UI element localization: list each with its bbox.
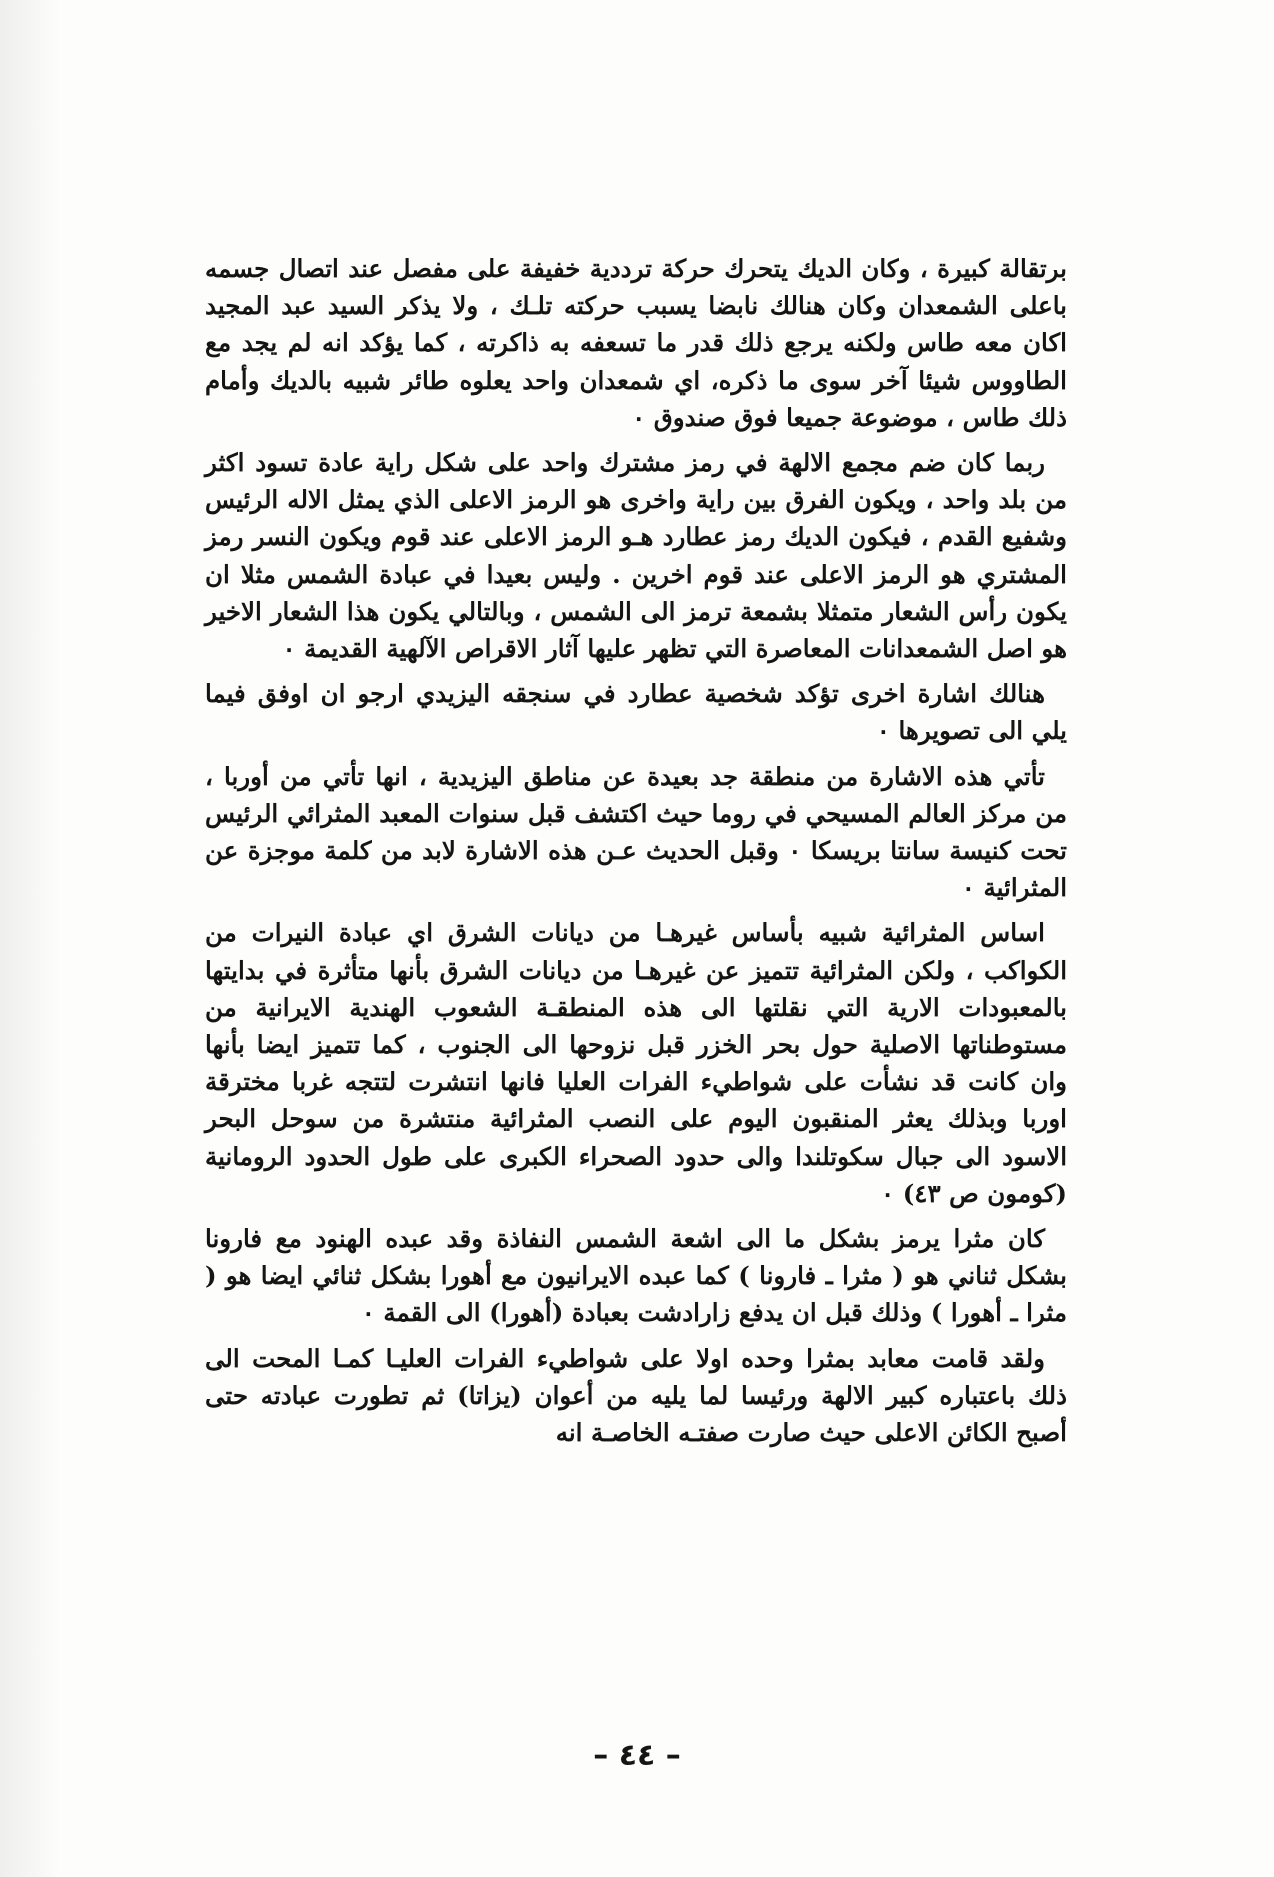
paragraph-7: ولقد قامت معابد بمثرا وحده اولا على شواطيء الفرات العليـا كمـا المحت الى ذلك باعتباره كبير الالهة ورئيسا لما يليه من أعوان (يزاتا) ثم تطورت عبادته حتى أصبح الكائن الاعلى حيث صارت صفتـه الخاصـة انه — [205, 1343, 1067, 1448]
paragraph-1: برتقالة كبيرة ، وكان الديك يتحرك حركة ترددية خفيفة على مفصل عند اتصال جسمه باعلى الشمعدان وكان هنالك نابضا يسبب حركته تلـك ، ولا يذكر السيد عبد المجيد اكان معه طاس ولكنه يرجع ذلك قدر ما تسعفه به ذاكرته ، كما يؤكد انه لم يجد مع الطاووس شيئا آخر سوى ما ذكره، اي شمعدان واحد يعلوه طائر شبيه بالديك وأمام ذلك طاس ، موضوعة جميعا فوق صندوق ٠ — [205, 254, 1067, 432]
body-text — [205, 250, 1067, 1459]
paragraph-4: تأتي هذه الاشارة من منطقة جد بعيدة عن مناطق اليزيدية ، انها تأتي من أوربا ، من مركز العالم المسيحي في روما حيث اكتشف قبل سنوات المعبد المثرائي الرئيس تحت كنيسة سانتا بريسكا ٠ وقبل الحديث عـن هذه الاشارة لابد من كلمة موجزة عن المثرائية ٠ — [205, 761, 1067, 903]
paragraph-6: كان مثرا يرمز بشكل ما الى اشعة الشمس النفاذة وقد عبده الهنود مع فارونا بشكل ثناني هو ( مثرا ـ فارونا ) كما عبده الايرانيون مع أهورا بشكل ثنائي ايضا هو ( مثرا ـ أهورا ) وذلك قبل ان يدفع زارادشت بعبادة (أهورا) الى القمة ٠ — [205, 1224, 1067, 1328]
page-number: – ٤٤ – — [593, 1738, 681, 1773]
paragraph-5: اساس المثرائية شبيه بأساس غيرهـا من ديانات الشرق اي عبادة النيرات من الكواكب ، ولكن المثرائية تتميز عن غيرهـا من ديانات الشرق بأنها متأثرة في بدايتها بالمعبودات الارية التي نقلتها الى هذه المنطقـة الشعوب الهندية الايرانية من مستوطناتها الاصلية حول بحر الخزر قبل نزوحها الى الجنوب ، كما تتميز ايضا بأنها وان كانت قد نشأت على شواطيء الفرات العليا فانها انتشرت لتتجه غربا مخترقة اوربا وبذلك يعثر المنقبون اليوم على النصب المثرائية منتشرة من سوحل البحر الاسود الى جبال سكوتلندا والى حدود الصحراء الكبرى على طول الحدود الرومانية (كومون ص ٤٣) ٠ — [205, 918, 1067, 1208]
paragraph-3: هنالك اشارة اخرى تؤكد شخصية عطارد في سنجقه اليزيدي ارجو ان اوفق فيما يلي الى تصويرها ٠ — [205, 679, 1067, 746]
paragraph-2: ربما كان ضم مجمع الالهة في رمز مشترك واحد على شكل راية عادة تسود اكثر من بلد واحد ، ويكون الفرق بين راية واخرى هو الرمز الاعلى الذي يمثل الاله الرئيس وشفيع القدم ، فيكون الديك رمز عطارد هـو الرمز الاعلى عند قوم ويكون النسر رمز المشتري هو الرمز الاعلى عند قوم اخرين . وليس بعيدا في عبادة الشمس مثلا ان يكون رأس الشعار متمثلا بشمعة ترمز الى الشمس ، وبالتالي يكون هذا الشعار الاخير هو اصل الشمعدانات المعاصرة التي تظهر عليها آثار الاقراص الآلهية القديمة ٠ — [205, 448, 1067, 664]
binding-shadow — [0, 0, 60, 1877]
